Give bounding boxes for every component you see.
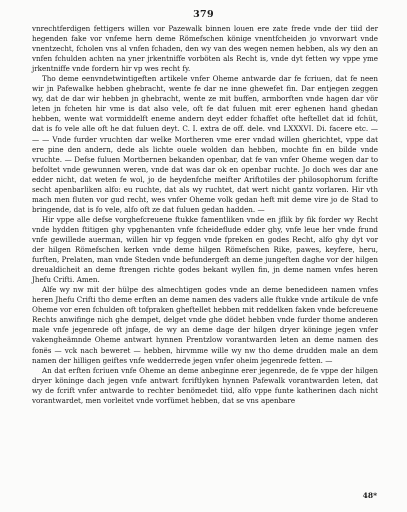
paragraph-4: Alfe wy nw mit der hülpe des almechtigen godes vnde an deme benedideen namen vnfes heren Jhefu Crifti tho deme erften an deme namen des vaders alle ftukke vnde artikule de vnfe Oheme vor eren fchulden oft tofpraken gheftellet hebben mit reddelken faken vnde befcreuene Rechts anwifinge nich ghe dempet, delget vnde ghe dödet hebben vnde furder thome anderen male vnfe jegenrede oft jnfage, de wy an deme dage der hilgen dryer köninge jegen vnfer vakengheämnde Oheme antwart hynnen Prentzlow vorantwarden leten an deme namen des fonës — vck nach beweret — hebben, hirvmme wille wy nw tho deme drudden male an dem namen der hilligen geiftes vnfe wedderrede jegen vnfer oheim jegenrede fetten. — (32, 285, 378, 365)
signature-mark: 48* (362, 491, 377, 500)
paragraph-5: An dat erften fcriuen vnfe Oheme an deme anbeginne erer jegenrede, de fe vppe der hilgen dryer köninge dach jegen vnfe antwart fcriftlyken hynnen Pafewalk vorantwarden leten, dat wy de fcrift vnfer antwarde to rechter benömedet tiid, alfo vppe funte katherinen dach nicht vorantwardet, men vorleitet vnde vorfümet hebben, dat se vns apenbare (32, 365, 378, 405)
document-body (32, 24, 378, 406)
paragraph-2: Tho deme eenvndetwintigeften artikele vnfer Oheme antwarde dar fe fcriuen, dat fe neen wir jn Pafewalke hebben ghebracht, wente fe dar ne inne ghewefet fin. Dar entjegen zeggen wy, dat de dar wir hebben jn ghebracht, wente ze mit buffen, armborften vnde hagen dar vör leten jn fcheten hir vme is dat also vele, oft fe dat fuluen mit erer eghenen hand ghedan hebben, wente wat vormiddelft eneme andern deyt edder fchaffet ofte heftellet dat id fchüt, dat is fo vele alle oft he dat fuluen deyt. C. I. extra de off. dele. vnd LXXXVI. Di. facere etc. — — — Vnde furder vruchten dar welke Mortheren vme erer vndad willen gherichtet, vppe dat ere pine den andern, dede als lichte ouele wolden dan hebben, mochte fin en bilde vnde vruchte. — Defse fuluen Mortbernen bekanden openbar, dat fe van vnfer Oheme wegen dar to befoltet vnde gewunnen weren, vnde dat was dar ok en openbar ruchte. Jo doch wes dar ane edder nicht, dat weten fe wol, jo de heydenfche meifter Ariftotiles der philosophorum fcrifte secht apenbarliken alfo: eu ruchte, dat als wy ruchtet, dat wert nicht gantz vorlaren. Hir vth mach men fluten vor gud recht, wes vnfer Oheme volk gedan heft mit deme vire jo de Stad to bringende, dat is fo vele, alfo oft ze dat fuluen gedan hadden. — (32, 74, 378, 214)
paragraph-1: vnrechtferdigen fettigers willen vor Pazewalk binnen louen ere zate frede vnde der tiid der hegenden fake vor vnfeme hern deme Römefschen könige vnentfcheiden jo vnvorwart vnde vnentzecht, fcholen vns al vnfen fchaden, den wy van des wegen nemen hebben, als wy den an vnfen fchulden achten na yner jrkentniffe vorböten als Recht is, vnde dyt fetten wy vppe yme jrkentniffe vnde fordern hir vp wes recht fy. (32, 24, 378, 74)
page-number: 379 (193, 9, 214, 20)
paragraph-3: Hir vppe alle defse vorghefcreuene ftukke famentliken vnde en jflik by fik forder wy Recht vnde hydden ftitigen ghy vpghenanten vnfe fcheideflude edder ghy, vnfe leue her vnde frund vnfe gewillede auerman, willen hir vp feggen vnde fpreken en godes Recht, alfo ghy dyt vor der hilgen Römefschen kerken vnde deme hilgen Römefschen Rike, pawes, keyfere, heru, furften, Prelaten, man vnde Steden vnde befundergeft an deme jungeften daghe vor der hilgen dreualdicheit an deme ftrengen richte godes bekant wyllen fin, jn deme namen vnfes heren Jhefu Crifti. Amen. (32, 214, 378, 285)
